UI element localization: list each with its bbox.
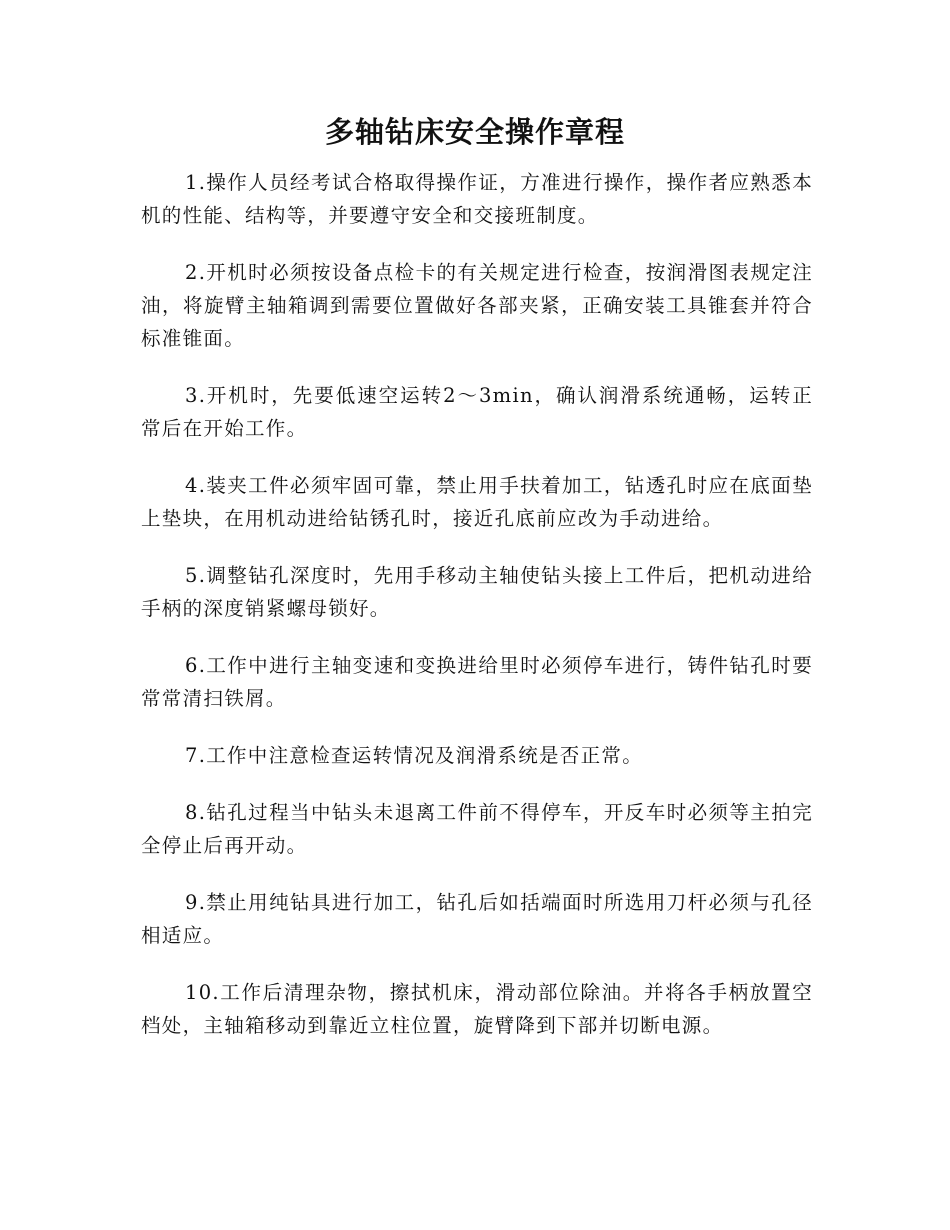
rule-paragraph-10: 10.工作后清理杂物，擦拭机床，滑动部位除油。并将各手柄放置空档处，主轴箱移动到靠近立柱位置，旋臂降到下部并切断电源。 (141, 981, 813, 1037)
rule-paragraph-4: 4.装夹工件必须牢固可靠，禁止用手扶着加工，钻透孔时应在底面垫上垫块，在用机动进给钻锈孔时，接近孔底前应改为手动进给。 (141, 474, 813, 530)
rule-paragraph-2: 2.开机时必须按设备点检卡的有关规定进行检查，按润滑图表规定注油，将旋臂主轴箱调到需要位置做好各部夹紧，正确安装工具锥套并符合标准锥面。 (141, 261, 813, 350)
rule-paragraph-8: 8.钻孔过程当中钻头未退离工件前不得停车，开反车时必须等主拍完全停止后再开动。 (141, 801, 813, 857)
document-title: 多轴钻床安全操作章程 (324, 115, 625, 149)
rule-paragraph-9: 9.禁止用纯钻具进行加工，钻孔后如括端面时所选用刀杆必须与孔径相适应。 (141, 891, 813, 947)
document-body (141, 166, 813, 1066)
rule-paragraph-5: 5.调整钻孔深度时，先用手移动主轴使钻头接上工件后，把机动进给手柄的深度销紧螺母锁好。 (141, 564, 813, 620)
rule-paragraph-3: 3.开机时，先要低速空运转2～3min，确认润滑系统通畅，运转正常后在开始工作。 (141, 384, 813, 440)
rule-paragraph-7: 7.工作中注意检查运转情况及润滑系统是否正常。 (185, 744, 644, 767)
rule-paragraph-1: 1.操作人员经考试合格取得操作证，方准进行操作，操作者应熟悉本机的性能、结构等，并要遵守安全和交接班制度。 (141, 171, 813, 227)
rule-paragraph-6: 6.工作中进行主轴变速和变换进给里时必须停车进行，铸件钻孔时要常常清扫铁屑。 (141, 654, 813, 710)
